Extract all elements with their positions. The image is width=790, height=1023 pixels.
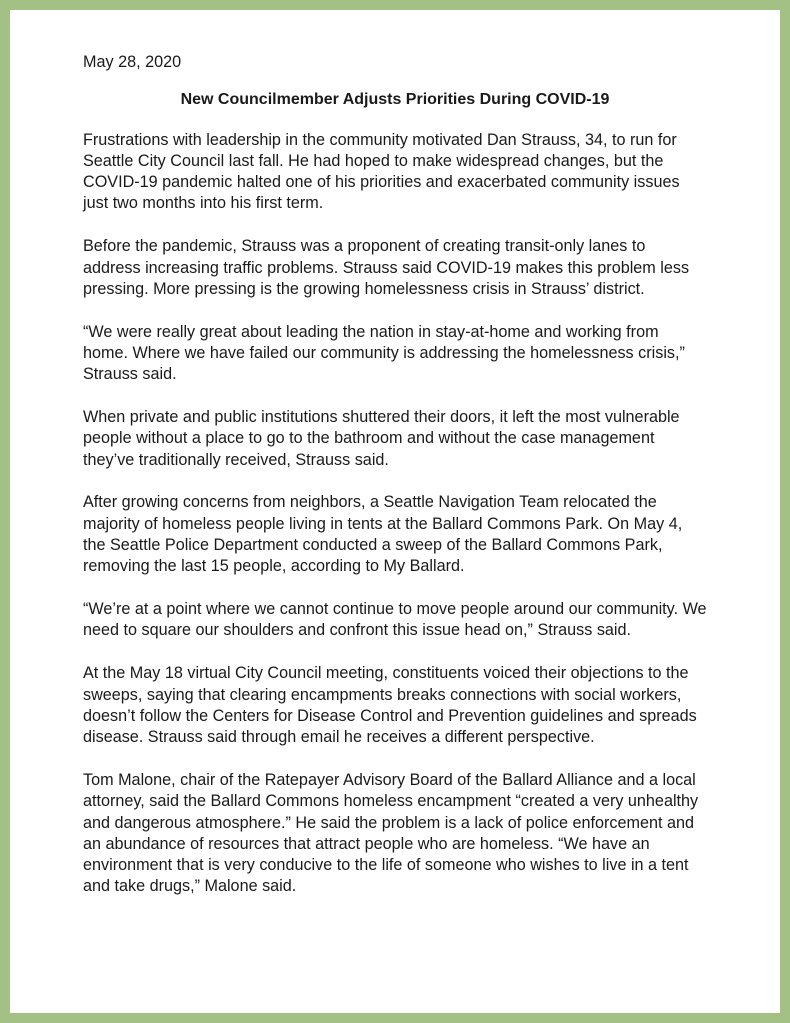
article-paragraph: At the May 18 virtual City Council meeting, constituents voiced their objections to the sweeps, saying that clearing encampments breaks connections with social workers, doesn’t follow the Centers for Disease Control and Prevention guidelines and spreads disease. Strauss said through email he receives a different perspective.	[83, 664, 697, 747]
article-paragraph: Tom Malone, chair of the Ratepayer Advisory Board of the Ballard Alliance and a local attorney, said the Ballard Commons homeless encampment “created a very unhealthy and dangerous atmosphere.” He said the problem is a lack of police enforcement and an abundance of resources that attract people who are homeless. “We have an environment that is very conducive to the life of someone who wishes to live in a tent and take drugs,” Malone said.	[83, 770, 699, 896]
article-paragraph: Frustrations with leadership in the community motivated Dan Strauss, 34, to run for Seattle City Council last fall. He had hoped to make widespread changes, but the COVID-19 pandemic halted one of his priorities and exacerbated community issues just two months into his first term.	[83, 130, 680, 213]
article-paragraph: When private and public institutions shuttered their doors, it left the most vulnerable people without a place to go to the bathroom and without the case management they’ve traditionally received, Strauss said.	[83, 408, 680, 469]
article-paragraph: After growing concerns from neighbors, a Seattle Navigation Team relocated the majority of homeless people living in tents at the Ballard Commons Park. On May 4, the Seattle Police Department conducted a sweep of the Ballard Commons Park, removing the last 15 people, according to My Ballard.	[83, 493, 683, 576]
article-paragraph: “We’re at a point where we cannot continue to move people around our community. We need to square our shoulders and confront this issue head on,” Strauss said.	[83, 600, 707, 640]
article-paragraph: “We were really great about leading the nation in stay-at-home and working from home. Where we have failed our community is addressing the homelessness crisis,” Strauss said.	[83, 322, 685, 384]
article-title: New Councilmember Adjusts Priorities During COVID-19	[180, 91, 610, 109]
article-paragraph: Before the pandemic, Strauss was a proponent of creating transit-only lanes to address increasing traffic problems. Strauss said COVID-19 makes this problem less pressing. More pressing is the growing homelessness crisis in Strauss’ district.	[83, 237, 690, 298]
document-page	[10, 10, 780, 1013]
article-date: May 28, 2020	[83, 53, 182, 71]
